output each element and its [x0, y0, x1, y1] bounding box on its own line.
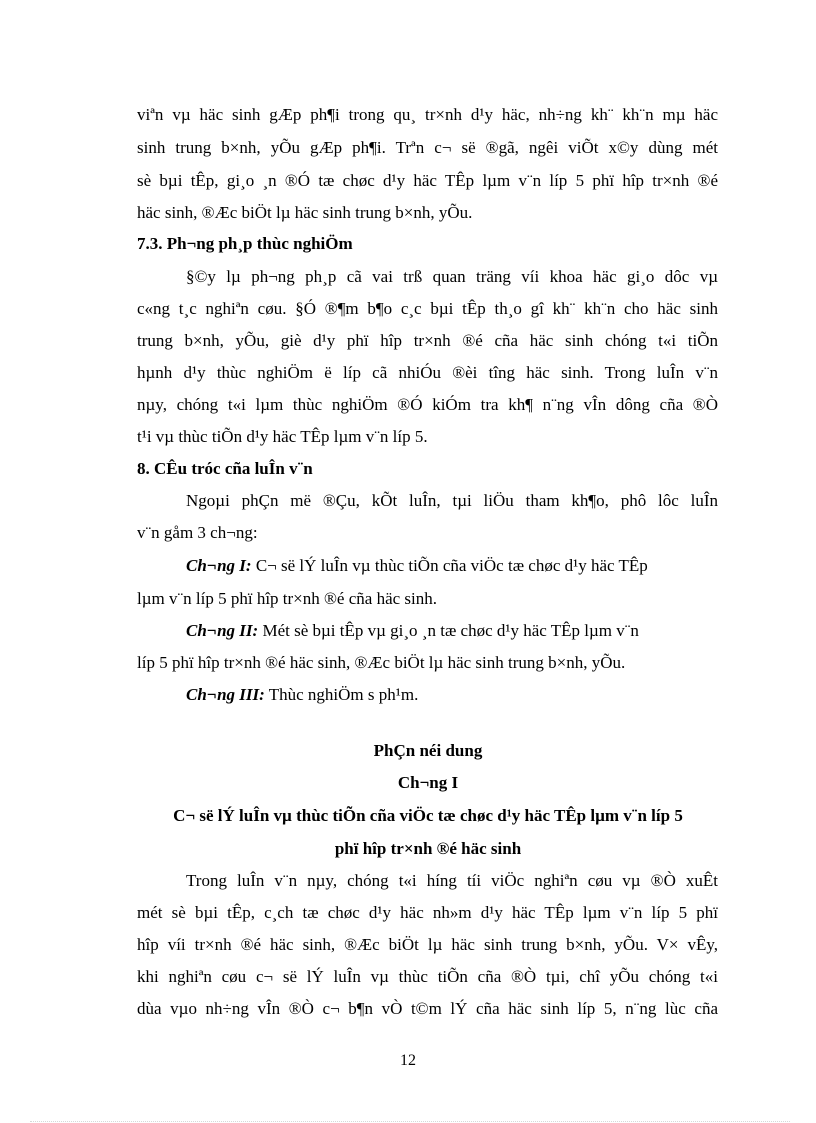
chapter-subtitle: C¬ së lÝ luÎn vµ thùc tiÕn cña viÖc tæ chøc d¹y häc TÊp lµm v¨n líp 5 — [173, 806, 683, 825]
text-line: §©y lµ ph¬ng ph¸p cã vai trß quan träng víi khoa häc gi¸o dôc vµ — [186, 267, 718, 286]
text-line: c«ng t¸c nghiªn cøu. §Ó ®¶m b¶o c¸c bµi tÊp th¸o gî kh¨ kh¨n cho häc sinh — [137, 299, 718, 318]
text-line: Trong luÎn v¨n nµy, chóng t«i híng tíi viÖc nghiªn cøu vµ ®Ò xuÊt — [186, 871, 718, 890]
text-line: t¹i vµ thùc tiÕn d¹y häc TÊp lµm v¨n líp 5. — [137, 427, 428, 446]
text-line: sè bµi tÊp, gi¸o ¸n ®Ó tæ chøc d¹y häc TÊp lµm v¨n líp 5 phï hîp tr×nh ®é — [137, 171, 718, 190]
page-border-divider — [30, 1121, 790, 1122]
text-line: trung b×nh, yÕu, giè d¹y phï hîp tr×nh ®é cña häc sinh chóng t«i tiÕn — [137, 331, 718, 350]
text-line: líp 5 phï hîp tr×nh ®é häc sinh, ®Æc biÖt lµ häc sinh trung b×nh, yÕu. — [137, 653, 626, 672]
chapter-label: Ch¬ng II: — [186, 621, 259, 640]
section-heading: 7.3. Ph¬ng ph¸p thùc nghiÖm — [137, 234, 353, 253]
text-line: mét sè bµi tÊp, c¸ch tæ chøc d¹y häc nh»m d¹y häc TÊp lµm v¨n líp 5 phï — [137, 903, 718, 922]
text-line: Ngoµi phÇn më ®Çu, kÕt luÎn, tµi liÖu tham kh¶o, phô lôc luÎn — [186, 491, 718, 510]
chapter-description: Mét sè bµi tÊp vµ gi¸o ¸n tæ chøc d¹y häc TÊp lµm v¨n — [258, 621, 639, 640]
page-number: 12 — [400, 1052, 416, 1069]
text-line: khi nghiªn cøu c¬ së lÝ luÎn vµ thùc tiÕn cña ®Ò tµi, chî yÕu chóng t«i — [137, 967, 718, 986]
text-line: sinh trung b×nh, yÕu gÆp ph¶i. Trªn c¬ së ®gã, ngêi viÕt x©y dùng mét — [137, 138, 718, 157]
chapter-subtitle: phï hîp tr×nh ®é häc sinh — [334, 839, 522, 858]
part-title: PhÇn néi dung — [373, 741, 483, 760]
text-line: nµy, chóng t«i lµm thùc nghiÖm ®Ó kiÓm tra kh¶ n¨ng vÎn dông cña ®Ò — [137, 395, 718, 414]
text-line: viªn vµ häc sinh gÆp ph¶i trong qu¸ tr×nh d¹y häc, nh÷ng kh¨ kh¨n mµ häc — [137, 105, 718, 124]
chapter-title: Ch¬ng I — [397, 773, 459, 792]
text-line: hµnh d¹y thùc nghiÖm ë líp cã nhiÓu ®èi tîng häc sinh. Trong luÎn v¨n — [137, 363, 718, 382]
chapter-description: C¬ së lÝ luÎn vµ thùc tiÕn cña viÖc tæ chøc d¹y häc TÊp — [251, 556, 648, 575]
section-heading: 8. CÊu tróc cña luÎn v¨n — [137, 459, 313, 478]
text-line: dùa vµo nh÷ng vÎn ®Ò c¬ b¶n vÒ t©m lÝ cña häc sinh líp 5, n¨ng lùc cña — [137, 999, 718, 1018]
chapter-description: Thùc nghiÖm s ph¹m. — [264, 685, 419, 704]
text-line: hîp víi tr×nh ®é häc sinh, ®Æc biÖt lµ häc sinh trung b×nh, yÕu. V× vÊy, — [137, 935, 718, 954]
chapter-label: Ch¬ng III: — [186, 685, 265, 704]
chapter-list-item — [186, 621, 718, 641]
chapter-list-item — [186, 685, 718, 705]
text-line: häc sinh, ®Æc biÖt lµ häc sinh trung b×nh, yÕu. — [137, 203, 473, 222]
chapter-label: Ch¬ng I: — [186, 556, 252, 575]
text-line: v¨n gåm 3 ch¬ng: — [137, 523, 258, 542]
chapter-list-item — [186, 556, 718, 576]
text-line: lµm v¨n líp 5 phï hîp tr×nh ®é cña häc sinh. — [137, 589, 437, 608]
